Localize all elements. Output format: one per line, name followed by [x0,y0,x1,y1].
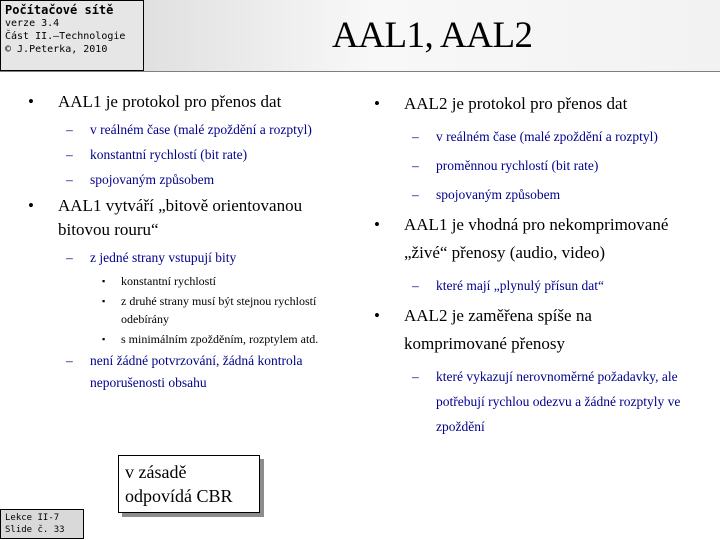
sub-bullet-text: v reálném čase (malé zpoždění a rozptyl) [436,129,658,144]
lecture-number: Lekce II-7 [5,513,60,523]
bullet-text: AAL2 je zaměřena spíše na komprimované přenosy [404,306,592,353]
bullet-item [28,90,343,114]
bullet-text: AAL1 je protokol pro přenos dat [58,92,282,111]
sub-sub-bullet-text: z druhé strany musí být stejnou rychlostí odebírány [121,294,317,326]
bullet-icon: • [28,92,34,111]
sub-bullet-item [374,124,684,149]
bullet-icon: • [374,306,380,325]
sub-bullet-text: spojovaným způsobem [90,172,215,187]
dash-icon: – [412,187,419,202]
course-part: Část II.–Technologie [5,31,126,42]
bullet-item [374,302,684,358]
bullet-text: AAL2 je protokol pro přenos dat [404,94,628,113]
sub-bullet-text: z jedné strany vstupují bity [90,250,237,265]
sub-bullet-text: konstantní rychlostí (bit rate) [90,147,248,162]
cbr-callout-box: v zásadě odpovídá CBR [118,455,260,513]
course-name: Počítačové sítě [5,3,114,17]
bullet-text: AAL1 je vhodná pro nekomprimované „živé“ přenosy (audio, video) [404,215,669,262]
sub-bullet-text: proměnnou rychlostí (bit rate) [436,158,599,173]
dash-icon: – [66,250,73,265]
slide-footer [0,509,84,539]
sub-sub-bullet-item [28,330,343,348]
sub-bullet-item [374,182,684,207]
sub-sub-bullet-item [28,292,343,328]
sub-sub-bullet-text: s minimálním zpožděním, rozptylem atd. [121,332,319,346]
sub-bullet-item [28,144,343,166]
sub-sub-bullet-item [28,272,343,290]
sub-bullet-text: které mají „plynulý přísun dat“ [436,278,604,293]
left-column [28,90,343,397]
slide-number: Slide č. 33 [5,525,65,535]
course-info-box [0,0,144,71]
bullet-item [374,211,684,267]
bullet-icon: • [374,215,380,234]
slide-title: AAL1, AAL2 [332,15,533,56]
dash-icon: – [66,172,73,187]
sub-bullet-item [374,153,684,178]
dash-icon: – [412,158,419,173]
sub-bullet-item [28,350,343,394]
sub-bullet-text: v reálném čase (malé zpoždění a rozptyl) [90,122,312,137]
square-bullet-icon: ▪ [102,276,106,286]
sub-bullet-item [28,169,343,191]
bullet-text: AAL1 vytváří „bitově orientovanou bitovou rouru“ [58,196,303,239]
sub-bullet-item [374,273,684,298]
course-copyright: © J.Peterka, 2010 [5,44,108,55]
bullet-item [374,90,684,118]
dash-icon: – [412,369,419,384]
sub-bullet-text: spojovaným způsobem [436,187,561,202]
sub-bullet-text: které vykazují nerovnoměrné požadavky, ale potřebují rychlou odezvu a žádné rozptyly ve zpoždění [436,369,681,434]
dash-icon: – [66,353,73,368]
sub-sub-bullet-text: konstantní rychlostí [121,274,216,288]
dash-icon: – [66,147,73,162]
bullet-icon: • [28,196,34,215]
bullet-icon: • [374,94,380,113]
bullet-item [28,194,343,242]
square-bullet-icon: ▪ [102,334,106,344]
right-column [374,90,684,443]
dash-icon: – [412,278,419,293]
sub-bullet-item [374,364,684,439]
slide-header [0,0,720,72]
dash-icon: – [66,122,73,137]
sub-bullet-item [28,119,343,141]
dash-icon: – [412,129,419,144]
square-bullet-icon: ▪ [102,296,106,306]
sub-bullet-text: není žádné potvrzování, žádná kontrola neporušenosti obsahu [90,353,303,390]
sub-bullet-item [28,247,343,269]
course-version: verze 3.4 [5,18,60,29]
